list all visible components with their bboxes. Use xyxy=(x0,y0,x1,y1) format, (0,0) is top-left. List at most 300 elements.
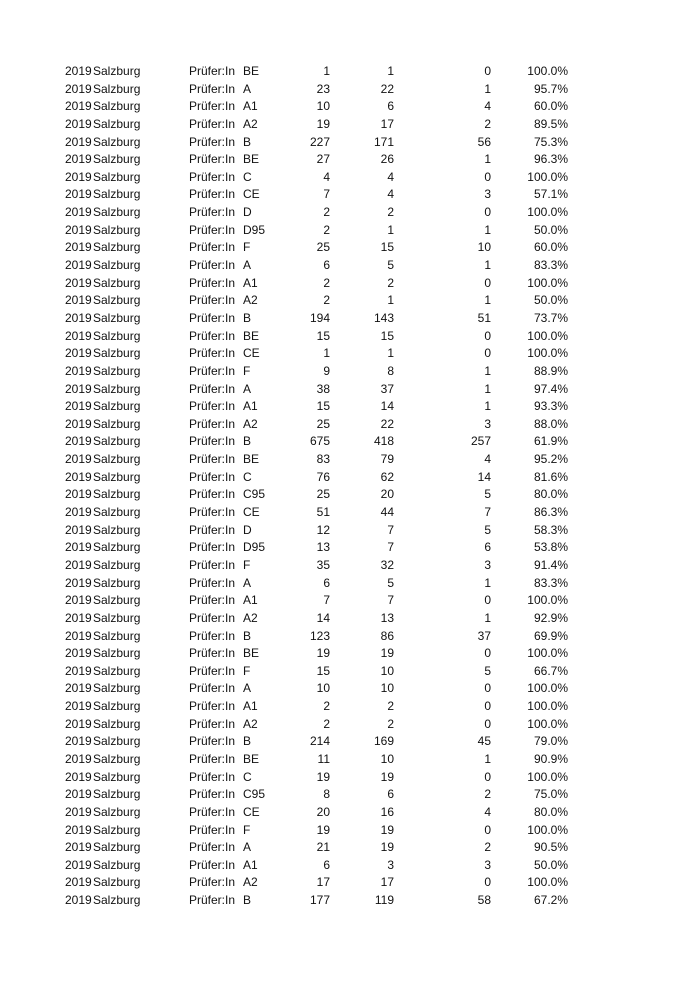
passed-count-cell: 1 xyxy=(387,222,394,237)
region-cell: Salzburg xyxy=(93,840,141,855)
license-class-cell: A2 xyxy=(243,610,258,625)
pass-rate-cell: 97.4% xyxy=(533,381,568,396)
year-cell: 2019 xyxy=(65,840,92,855)
total-count-cell: 123 xyxy=(309,628,330,643)
total-count-cell: 1 xyxy=(323,64,330,78)
pass-rate-cell: 91.4% xyxy=(533,557,568,572)
table-row xyxy=(0,151,700,169)
pass-rate-cell: 75.0% xyxy=(533,787,568,802)
passed-count-cell: 14 xyxy=(380,399,394,414)
total-count-cell: 2 xyxy=(323,293,330,308)
pass-rate-cell: 83.3% xyxy=(533,575,568,590)
failed-count-cell: 58 xyxy=(477,893,491,908)
table-row xyxy=(0,751,700,769)
passed-count-cell: 4 xyxy=(387,187,394,202)
region-cell: Salzburg xyxy=(93,169,141,184)
pass-rate-cell: 100.0% xyxy=(527,646,568,661)
pass-rate-cell: 90.5% xyxy=(533,840,568,855)
failed-count-cell: 0 xyxy=(484,646,491,661)
total-count-cell: 25 xyxy=(316,240,330,255)
pass-rate-cell: 69.9% xyxy=(533,628,568,643)
year-cell: 2019 xyxy=(65,240,92,255)
passed-count-cell: 2 xyxy=(387,699,394,714)
license-class-cell: CE xyxy=(243,804,260,819)
pass-rate-cell: 100.0% xyxy=(527,593,568,608)
pass-rate-cell: 100.0% xyxy=(527,328,568,343)
total-count-cell: 2 xyxy=(323,716,330,731)
pass-rate-cell: 93.3% xyxy=(533,399,568,414)
region-cell: Salzburg xyxy=(93,716,141,731)
table-row xyxy=(0,328,700,346)
license-class-cell: F xyxy=(243,663,251,678)
year-cell: 2019 xyxy=(65,275,92,290)
year-cell: 2019 xyxy=(65,769,92,784)
total-count-cell: 38 xyxy=(316,381,330,396)
license-class-cell: A1 xyxy=(243,99,258,114)
role-cell: Prüfer:In xyxy=(189,893,236,908)
year-cell: 2019 xyxy=(65,610,92,625)
license-class-cell: B xyxy=(243,434,252,449)
license-class-cell: D xyxy=(243,522,252,537)
region-cell: Salzburg xyxy=(93,681,141,696)
total-count-cell: 7 xyxy=(323,593,330,608)
pass-rate-cell: 100.0% xyxy=(527,275,568,290)
pass-rate-cell: 60.0% xyxy=(533,240,568,255)
passed-count-cell: 143 xyxy=(373,310,394,325)
region-cell: Salzburg xyxy=(93,205,141,220)
pass-rate-cell: 50.0% xyxy=(533,857,568,872)
role-cell: Prüfer:In xyxy=(189,346,236,361)
role-cell: Prüfer:In xyxy=(189,134,236,149)
total-count-cell: 4 xyxy=(323,169,330,184)
passed-count-cell: 19 xyxy=(380,769,394,784)
failed-count-cell: 5 xyxy=(484,487,491,502)
passed-count-cell: 169 xyxy=(373,734,394,749)
passed-count-cell: 86 xyxy=(380,628,394,643)
table-row xyxy=(0,310,700,328)
year-cell: 2019 xyxy=(65,328,92,343)
pass-rate-cell: 100.0% xyxy=(527,822,568,837)
total-count-cell: 10 xyxy=(316,99,330,114)
license-class-cell: A xyxy=(243,681,252,696)
region-cell: Salzburg xyxy=(93,452,141,467)
year-cell: 2019 xyxy=(65,116,92,131)
table-row xyxy=(0,874,700,892)
table-row xyxy=(0,504,700,522)
failed-count-cell: 4 xyxy=(484,99,491,114)
failed-count-cell: 1 xyxy=(484,399,491,414)
year-cell: 2019 xyxy=(65,346,92,361)
passed-count-cell: 22 xyxy=(380,81,394,96)
region-cell: Salzburg xyxy=(93,857,141,872)
total-count-cell: 7 xyxy=(323,187,330,202)
failed-count-cell: 3 xyxy=(484,557,491,572)
total-count-cell: 6 xyxy=(323,258,330,273)
pass-rate-cell: 66.7% xyxy=(533,663,568,678)
region-cell: Salzburg xyxy=(93,134,141,149)
license-class-cell: A1 xyxy=(243,857,258,872)
year-cell: 2019 xyxy=(65,857,92,872)
role-cell: Prüfer:In xyxy=(189,258,236,273)
pass-rate-cell: 57.1% xyxy=(533,187,568,202)
license-class-cell: BE xyxy=(243,646,260,661)
year-cell: 2019 xyxy=(65,893,92,908)
year-cell: 2019 xyxy=(65,699,92,714)
pass-rate-cell: 88.9% xyxy=(533,363,568,378)
role-cell: Prüfer:In xyxy=(189,875,236,890)
failed-count-cell: 0 xyxy=(484,593,491,608)
role-cell: Prüfer:In xyxy=(189,293,236,308)
year-cell: 2019 xyxy=(65,81,92,96)
passed-count-cell: 13 xyxy=(380,610,394,625)
license-class-cell: F xyxy=(243,822,251,837)
passed-count-cell: 19 xyxy=(380,840,394,855)
license-class-cell: CE xyxy=(243,505,260,520)
region-cell: Salzburg xyxy=(93,804,141,819)
passed-count-cell: 2 xyxy=(387,205,394,220)
pass-rate-cell: 100.0% xyxy=(527,681,568,696)
passed-count-cell: 7 xyxy=(387,593,394,608)
table-row xyxy=(0,857,700,875)
license-class-cell: A xyxy=(243,258,252,273)
passed-count-cell: 6 xyxy=(387,787,394,802)
total-count-cell: 10 xyxy=(316,681,330,696)
table-row xyxy=(0,416,700,434)
table-row xyxy=(0,98,700,116)
failed-count-cell: 37 xyxy=(477,628,491,643)
region-cell: Salzburg xyxy=(93,628,141,643)
role-cell: Prüfer:In xyxy=(189,487,236,502)
failed-count-cell: 5 xyxy=(484,663,491,678)
year-cell: 2019 xyxy=(65,416,92,431)
role-cell: Prüfer:In xyxy=(189,99,236,114)
table-row xyxy=(0,116,700,134)
passed-count-cell: 26 xyxy=(380,152,394,167)
license-class-cell: A2 xyxy=(243,416,258,431)
table-row xyxy=(0,733,700,751)
year-cell: 2019 xyxy=(65,152,92,167)
region-cell: Salzburg xyxy=(93,540,141,555)
license-class-cell: A1 xyxy=(243,399,258,414)
total-count-cell: 675 xyxy=(309,434,330,449)
region-cell: Salzburg xyxy=(93,487,141,502)
license-class-cell: B xyxy=(243,628,252,643)
region-cell: Salzburg xyxy=(93,610,141,625)
table-row xyxy=(0,522,700,540)
license-class-cell: B xyxy=(243,893,252,908)
pass-rate-cell: 73.7% xyxy=(533,310,568,325)
role-cell: Prüfer:In xyxy=(189,116,236,131)
license-class-cell: C xyxy=(243,469,252,484)
region-cell: Salzburg xyxy=(93,593,141,608)
year-cell: 2019 xyxy=(65,522,92,537)
failed-count-cell: 3 xyxy=(484,857,491,872)
data-table xyxy=(0,63,700,910)
role-cell: Prüfer:In xyxy=(189,787,236,802)
passed-count-cell: 10 xyxy=(380,681,394,696)
total-count-cell: 1 xyxy=(323,346,330,361)
region-cell: Salzburg xyxy=(93,310,141,325)
license-class-cell: C xyxy=(243,769,252,784)
year-cell: 2019 xyxy=(65,381,92,396)
pass-rate-cell: 81.6% xyxy=(533,469,568,484)
total-count-cell: 8 xyxy=(323,787,330,802)
region-cell: Salzburg xyxy=(93,751,141,766)
region-cell: Salzburg xyxy=(93,187,141,202)
passed-count-cell: 5 xyxy=(387,258,394,273)
pass-rate-cell: 50.0% xyxy=(533,293,568,308)
pass-rate-cell: 95.2% xyxy=(533,452,568,467)
total-count-cell: 12 xyxy=(316,522,330,537)
region-cell: Salzburg xyxy=(93,434,141,449)
region-cell: Salzburg xyxy=(93,222,141,237)
role-cell: Prüfer:In xyxy=(189,663,236,678)
year-cell: 2019 xyxy=(65,434,92,449)
table-row xyxy=(0,169,700,187)
role-cell: Prüfer:In xyxy=(189,610,236,625)
table-row xyxy=(0,539,700,557)
region-cell: Salzburg xyxy=(93,258,141,273)
year-cell: 2019 xyxy=(65,169,92,184)
total-count-cell: 19 xyxy=(316,116,330,131)
region-cell: Salzburg xyxy=(93,64,141,78)
table-row xyxy=(0,663,700,681)
role-cell: Prüfer:In xyxy=(189,169,236,184)
failed-count-cell: 45 xyxy=(477,734,491,749)
passed-count-cell: 4 xyxy=(387,169,394,184)
region-cell: Salzburg xyxy=(93,416,141,431)
region-cell: Salzburg xyxy=(93,875,141,890)
year-cell: 2019 xyxy=(65,804,92,819)
table-row xyxy=(0,186,700,204)
passed-count-cell: 6 xyxy=(387,99,394,114)
role-cell: Prüfer:In xyxy=(189,275,236,290)
failed-count-cell: 0 xyxy=(484,875,491,890)
failed-count-cell: 1 xyxy=(484,152,491,167)
failed-count-cell: 0 xyxy=(484,769,491,784)
table-row xyxy=(0,469,700,487)
failed-count-cell: 1 xyxy=(484,258,491,273)
table-row xyxy=(0,433,700,451)
year-cell: 2019 xyxy=(65,875,92,890)
total-count-cell: 2 xyxy=(323,222,330,237)
region-cell: Salzburg xyxy=(93,469,141,484)
failed-count-cell: 5 xyxy=(484,522,491,537)
region-cell: Salzburg xyxy=(93,575,141,590)
pass-rate-cell: 96.3% xyxy=(533,152,568,167)
passed-count-cell: 10 xyxy=(380,663,394,678)
year-cell: 2019 xyxy=(65,540,92,555)
role-cell: Prüfer:In xyxy=(189,152,236,167)
pass-rate-cell: 50.0% xyxy=(533,222,568,237)
year-cell: 2019 xyxy=(65,628,92,643)
role-cell: Prüfer:In xyxy=(189,822,236,837)
total-count-cell: 51 xyxy=(316,505,330,520)
pass-rate-cell: 53.8% xyxy=(533,540,568,555)
license-class-cell: BE xyxy=(243,328,260,343)
table-row xyxy=(0,592,700,610)
role-cell: Prüfer:In xyxy=(189,857,236,872)
failed-count-cell: 56 xyxy=(477,134,491,149)
region-cell: Salzburg xyxy=(93,328,141,343)
role-cell: Prüfer:In xyxy=(189,399,236,414)
failed-count-cell: 1 xyxy=(484,381,491,396)
role-cell: Prüfer:In xyxy=(189,505,236,520)
role-cell: Prüfer:In xyxy=(189,751,236,766)
passed-count-cell: 16 xyxy=(380,804,394,819)
region-cell: Salzburg xyxy=(93,663,141,678)
table-row xyxy=(0,839,700,857)
role-cell: Prüfer:In xyxy=(189,64,236,78)
role-cell: Prüfer:In xyxy=(189,575,236,590)
role-cell: Prüfer:In xyxy=(189,416,236,431)
passed-count-cell: 171 xyxy=(373,134,394,149)
role-cell: Prüfer:In xyxy=(189,434,236,449)
year-cell: 2019 xyxy=(65,575,92,590)
region-cell: Salzburg xyxy=(93,822,141,837)
passed-count-cell: 37 xyxy=(380,381,394,396)
license-class-cell: BE xyxy=(243,152,260,167)
role-cell: Prüfer:In xyxy=(189,469,236,484)
passed-count-cell: 3 xyxy=(387,857,394,872)
total-count-cell: 15 xyxy=(316,663,330,678)
table-row xyxy=(0,451,700,469)
failed-count-cell: 0 xyxy=(484,64,491,78)
pass-rate-cell: 58.3% xyxy=(533,522,568,537)
failed-count-cell: 0 xyxy=(484,275,491,290)
table-row xyxy=(0,204,700,222)
table-row xyxy=(0,398,700,416)
passed-count-cell: 17 xyxy=(380,875,394,890)
failed-count-cell: 3 xyxy=(484,416,491,431)
failed-count-cell: 1 xyxy=(484,293,491,308)
table-row xyxy=(0,786,700,804)
pass-rate-cell: 90.9% xyxy=(533,751,568,766)
failed-count-cell: 1 xyxy=(484,575,491,590)
license-class-cell: A1 xyxy=(243,275,258,290)
license-class-cell: CE xyxy=(243,346,260,361)
region-cell: Salzburg xyxy=(93,699,141,714)
role-cell: Prüfer:In xyxy=(189,804,236,819)
license-class-cell: A xyxy=(243,81,252,96)
total-count-cell: 20 xyxy=(316,804,330,819)
region-cell: Salzburg xyxy=(93,787,141,802)
passed-count-cell: 418 xyxy=(373,434,394,449)
total-count-cell: 15 xyxy=(316,328,330,343)
passed-count-cell: 7 xyxy=(387,540,394,555)
total-count-cell: 27 xyxy=(316,152,330,167)
license-class-cell: CE xyxy=(243,187,260,202)
role-cell: Prüfer:In xyxy=(189,646,236,661)
role-cell: Prüfer:In xyxy=(189,681,236,696)
failed-count-cell: 2 xyxy=(484,787,491,802)
table-row xyxy=(0,645,700,663)
pass-rate-cell: 75.3% xyxy=(533,134,568,149)
role-cell: Prüfer:In xyxy=(189,240,236,255)
total-count-cell: 2 xyxy=(323,205,330,220)
table-row xyxy=(0,275,700,293)
total-count-cell: 35 xyxy=(316,557,330,572)
total-count-cell: 83 xyxy=(316,452,330,467)
license-class-cell: B xyxy=(243,310,252,325)
failed-count-cell: 0 xyxy=(484,169,491,184)
role-cell: Prüfer:In xyxy=(189,699,236,714)
failed-count-cell: 1 xyxy=(484,751,491,766)
role-cell: Prüfer:In xyxy=(189,769,236,784)
table-row xyxy=(0,222,700,240)
failed-count-cell: 0 xyxy=(484,699,491,714)
table-row xyxy=(0,769,700,787)
year-cell: 2019 xyxy=(65,557,92,572)
region-cell: Salzburg xyxy=(93,116,141,131)
passed-count-cell: 119 xyxy=(374,893,394,908)
passed-count-cell: 5 xyxy=(387,575,394,590)
license-class-cell: A2 xyxy=(243,116,258,131)
total-count-cell: 13 xyxy=(316,540,330,555)
total-count-cell: 6 xyxy=(323,575,330,590)
passed-count-cell: 2 xyxy=(387,275,394,290)
region-cell: Salzburg xyxy=(93,399,141,414)
pass-rate-cell: 100.0% xyxy=(527,64,568,78)
license-class-cell: A1 xyxy=(243,699,258,714)
role-cell: Prüfer:In xyxy=(189,363,236,378)
pass-rate-cell: 67.2% xyxy=(533,893,568,908)
role-cell: Prüfer:In xyxy=(189,381,236,396)
passed-count-cell: 8 xyxy=(387,363,394,378)
region-cell: Salzburg xyxy=(93,99,141,114)
license-class-cell: D95 xyxy=(243,540,266,555)
region-cell: Salzburg xyxy=(93,81,141,96)
region-cell: Salzburg xyxy=(93,646,141,661)
table-row xyxy=(0,292,700,310)
year-cell: 2019 xyxy=(65,293,92,308)
passed-count-cell: 44 xyxy=(380,505,394,520)
region-cell: Salzburg xyxy=(93,275,141,290)
total-count-cell: 25 xyxy=(316,487,330,502)
role-cell: Prüfer:In xyxy=(189,452,236,467)
pass-rate-cell: 88.0% xyxy=(533,416,568,431)
license-class-cell: BE xyxy=(243,751,260,766)
role-cell: Prüfer:In xyxy=(189,187,236,202)
pass-rate-cell: 100.0% xyxy=(527,699,568,714)
table-row xyxy=(0,575,700,593)
table-row xyxy=(0,381,700,399)
year-cell: 2019 xyxy=(65,787,92,802)
year-cell: 2019 xyxy=(65,469,92,484)
total-count-cell: 25 xyxy=(316,416,330,431)
license-class-cell: A2 xyxy=(243,875,258,890)
failed-count-cell: 0 xyxy=(484,822,491,837)
region-cell: Salzburg xyxy=(93,557,141,572)
license-class-cell: BE xyxy=(243,452,260,467)
role-cell: Prüfer:In xyxy=(189,716,236,731)
total-count-cell: 23 xyxy=(316,81,330,96)
passed-count-cell: 32 xyxy=(380,557,394,572)
license-class-cell: A xyxy=(243,381,252,396)
year-cell: 2019 xyxy=(65,205,92,220)
year-cell: 2019 xyxy=(65,822,92,837)
pass-rate-cell: 100.0% xyxy=(527,346,568,361)
year-cell: 2019 xyxy=(65,452,92,467)
failed-count-cell: 0 xyxy=(484,681,491,696)
passed-count-cell: 2 xyxy=(387,716,394,731)
total-count-cell: 14 xyxy=(316,610,330,625)
passed-count-cell: 15 xyxy=(380,328,394,343)
passed-count-cell: 19 xyxy=(380,646,394,661)
total-count-cell: 177 xyxy=(309,893,330,908)
table-row xyxy=(0,486,700,504)
region-cell: Salzburg xyxy=(93,152,141,167)
